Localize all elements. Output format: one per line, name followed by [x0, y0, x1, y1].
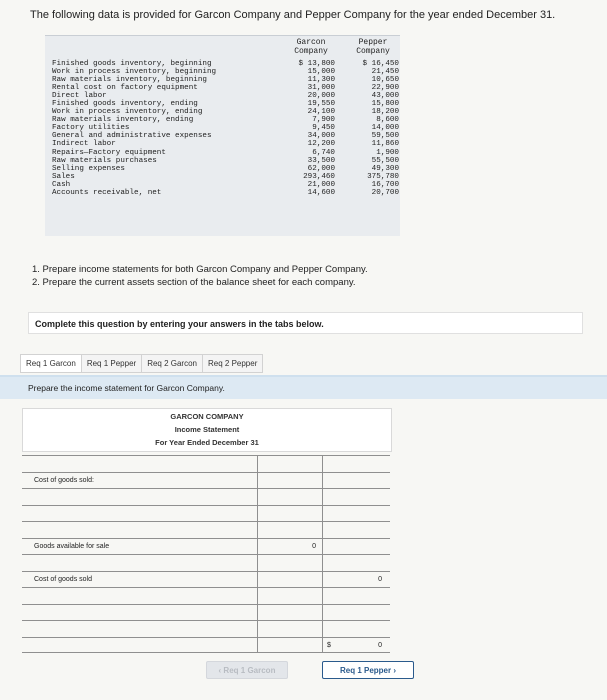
next-button[interactable]: Req 1 Pepper › — [322, 661, 414, 679]
total-value: 0 — [378, 641, 382, 649]
statement-row — [22, 488, 390, 505]
statement-title: Income Statement — [174, 425, 240, 434]
pepper-value: 43,000 — [371, 92, 399, 101]
statement-row — [22, 521, 390, 538]
pepper-value: 59,500 — [371, 132, 399, 141]
instruction-1: 1. Prepare income statements for both Garcon Company and Pepper Company. — [32, 264, 368, 275]
data-row-label: Work in process inventory, ending — [52, 108, 203, 117]
instruction-2: 2. Prepare the current assets section of the balance sheet for each company. — [32, 277, 356, 288]
total-input[interactable] — [322, 621, 390, 637]
data-row — [45, 132, 400, 140]
total-input[interactable] — [322, 605, 390, 621]
data-row — [45, 157, 400, 165]
total-input[interactable] — [322, 588, 390, 604]
data-row-label: Direct labor — [52, 92, 107, 101]
tab-req1-pepper[interactable]: Req 1 Pepper — [81, 354, 142, 373]
total-input[interactable] — [322, 456, 390, 472]
data-row-label: Selling expenses — [52, 164, 125, 173]
row-label-input[interactable] — [22, 621, 257, 637]
data-row — [45, 68, 400, 76]
data-rows — [45, 60, 400, 197]
total-input[interactable] — [322, 539, 390, 555]
data-row — [45, 181, 400, 189]
statement-row — [22, 604, 390, 621]
statement-header — [22, 408, 392, 452]
garcon-value: 293,460 — [303, 172, 335, 181]
garcon-value: 31,000 — [307, 84, 335, 93]
garcon-value: 62,000 — [307, 164, 335, 173]
garcon-value: 12,200 — [307, 140, 335, 149]
statement-row — [22, 637, 390, 654]
total-input[interactable] — [322, 522, 390, 538]
garcon-value: 9,450 — [312, 124, 335, 133]
pepper-value: 16,700 — [371, 180, 399, 189]
amount-input[interactable] — [257, 539, 322, 555]
garcon-value: 19,550 — [307, 100, 335, 109]
pepper-value: 1,900 — [376, 148, 399, 157]
data-row-label: Rental cost on factory equipment — [52, 84, 198, 93]
data-row — [45, 92, 400, 100]
data-row-label: Finished goods inventory, ending — [52, 100, 198, 109]
total-input[interactable] — [322, 473, 390, 489]
amount-input[interactable] — [257, 621, 322, 637]
pepper-value: 18,200 — [371, 108, 399, 117]
garcon-value: 34,000 — [307, 132, 335, 141]
row-label-input[interactable] — [22, 588, 257, 604]
statement-company: GARCON COMPANY — [170, 412, 244, 421]
pepper-value: $ 16,450 — [362, 60, 399, 68]
complete-banner: Complete this question by entering your answers in the tabs below. — [28, 312, 583, 334]
data-row — [45, 108, 400, 116]
amount-input[interactable] — [257, 489, 322, 505]
garcon-value: 6,740 — [312, 148, 335, 157]
row-label-input[interactable] — [22, 638, 257, 653]
data-row-label: Raw materials purchases — [52, 156, 157, 165]
data-row-label: Repairs—Factory equipment — [52, 148, 166, 157]
amount-input[interactable] — [257, 506, 322, 522]
tab-req2-pepper[interactable]: Req 2 Pepper — [202, 354, 263, 373]
task-prompt: Prepare the income statement for Garcon Company. — [0, 377, 607, 399]
data-row — [45, 140, 400, 148]
garcon-value: 20,000 — [307, 92, 335, 101]
data-row — [45, 60, 400, 68]
data-row-label: Factory utilities — [52, 124, 130, 133]
data-row-label: Sales — [52, 172, 75, 181]
row-label-input[interactable]: Goods available for sale — [34, 542, 110, 550]
tab-req1-garcon[interactable]: Req 1 Garcon — [20, 354, 82, 373]
statement-row — [22, 472, 390, 489]
row-label-input[interactable] — [22, 522, 257, 538]
row-label-input[interactable]: Cost of goods sold — [34, 575, 92, 583]
row-label-input[interactable] — [22, 456, 257, 472]
data-table — [45, 35, 400, 236]
row-label-input[interactable] — [22, 506, 257, 522]
pepper-value: 21,450 — [371, 68, 399, 77]
total-value: 0 — [378, 575, 382, 583]
data-row-label: Raw materials inventory, beginning — [52, 76, 207, 85]
prev-button[interactable]: ‹ Req 1 Garcon — [206, 661, 288, 679]
pepper-value: 22,900 — [371, 84, 399, 93]
garcon-value: 21,000 — [307, 180, 335, 189]
data-row-label: General and administrative expenses — [52, 132, 212, 141]
data-row — [45, 100, 400, 108]
tab-bar — [20, 354, 262, 373]
statement-period: For Year Ended December 31 — [155, 438, 259, 447]
amount-input[interactable] — [257, 638, 322, 653]
statement-row — [22, 455, 390, 472]
data-row-label: Raw materials inventory, ending — [52, 116, 194, 125]
garcon-value: 11,300 — [307, 76, 335, 85]
pepper-value: 375,780 — [367, 172, 399, 181]
pepper-value: 10,650 — [371, 76, 399, 85]
tab-req2-garcon[interactable]: Req 2 Garcon — [141, 354, 203, 373]
statement-row — [22, 538, 390, 555]
pepper-value: 14,000 — [371, 124, 399, 133]
statement-row — [22, 587, 390, 604]
data-row — [45, 116, 400, 124]
data-row — [45, 124, 400, 132]
total-input[interactable] — [322, 638, 390, 653]
total-input[interactable] — [322, 572, 390, 588]
row-label-input[interactable] — [22, 489, 257, 505]
garcon-value: $ 13,800 — [298, 60, 335, 68]
data-row-label: Accounts receivable, net — [52, 188, 162, 197]
pepper-value: 49,300 — [371, 164, 399, 173]
data-row — [45, 165, 400, 173]
pepper-value: 55,500 — [371, 156, 399, 165]
pepper-value: 15,800 — [371, 100, 399, 109]
pepper-value: 8,600 — [376, 116, 399, 125]
data-row-label: Indirect labor — [52, 140, 116, 149]
amount-input[interactable] — [257, 555, 322, 571]
statement-row — [22, 554, 390, 571]
data-row — [45, 189, 400, 197]
statement-row — [22, 620, 390, 637]
data-row — [45, 173, 400, 181]
pepper-value: 20,700 — [371, 188, 399, 197]
amount-input[interactable] — [257, 588, 322, 604]
data-row — [45, 149, 400, 157]
intro-text: The following data is provided for Garcon Company and Pepper Company for the year ended December 31. — [30, 9, 556, 21]
income-statement-grid — [22, 455, 390, 653]
garcon-value: 33,500 — [307, 156, 335, 165]
amount-input[interactable] — [257, 522, 322, 538]
statement-row — [22, 505, 390, 522]
row-label-input[interactable]: Cost of goods sold: — [34, 476, 94, 484]
amount-input[interactable] — [257, 456, 322, 472]
total-input[interactable] — [322, 489, 390, 505]
pepper-value: 11,860 — [371, 140, 399, 149]
row-label-input[interactable] — [22, 555, 257, 571]
total-input[interactable] — [322, 506, 390, 522]
amount-input[interactable] — [257, 572, 322, 588]
pepper-column-header: Pepper Company — [356, 38, 390, 56]
dollar-sign: $ — [327, 641, 331, 649]
amount-input[interactable] — [257, 605, 322, 621]
amount-input[interactable] — [257, 473, 322, 489]
row-label-input[interactable] — [22, 605, 257, 621]
data-row-label: Work in process inventory, beginning — [52, 68, 217, 77]
garcon-value: 7,900 — [312, 116, 335, 125]
amount-value: 0 — [312, 542, 316, 550]
total-input[interactable] — [322, 555, 390, 571]
garcon-column-header: Garcon Company — [294, 38, 328, 56]
garcon-value: 15,000 — [307, 68, 335, 77]
garcon-value: 24,100 — [307, 108, 335, 117]
data-row-label: Cash — [52, 180, 71, 189]
garcon-value: 14,600 — [307, 188, 335, 197]
data-row — [45, 84, 400, 92]
instructions — [32, 263, 368, 289]
statement-row — [22, 571, 390, 588]
data-row-label: Finished goods inventory, beginning — [52, 60, 212, 68]
data-row — [45, 76, 400, 84]
